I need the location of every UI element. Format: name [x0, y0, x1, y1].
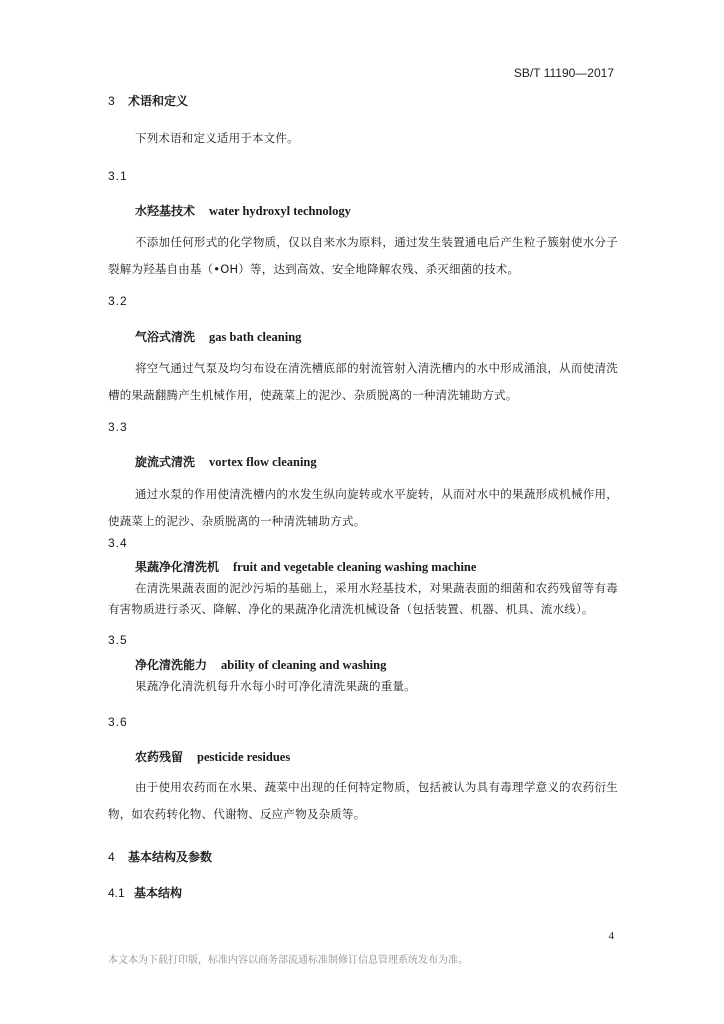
term-en: vortex flow cleaning [209, 455, 317, 469]
section-3-intro: 下列术语和定义适用于本文件。 [135, 131, 299, 145]
footer-notice: 本文本为下载打印版，标准内容以商务部流通标准制修订信息管理系统发布为准。 [108, 955, 468, 966]
term-heading [135, 202, 351, 219]
section-number: 4 [108, 850, 115, 864]
term-cn: 果蔬净化清洗机 [135, 560, 220, 574]
term-cn: 气浴式清洗 [135, 330, 196, 344]
term-definition: 不添加任何形式的化学物质，仅以自来水为原料，通过发生装置通电后产生粒子簇射使水分子裂解为羟基自由基（•OH）等，达到高效、安全地降解农残、杀灭细菌的技术。 [108, 235, 618, 276]
clause-number: 3.1 [108, 169, 128, 183]
term-heading [135, 328, 301, 345]
section-4-heading [108, 848, 212, 865]
term-definition: 将空气通过气泵及均匀布设在清洗槽底部的射流管射入清洗槽内的水中形成涌浪，从而使清洗槽的果蔬翻腾产生机械作用，使蔬菜上的泥沙、杂质脱离的一种清洗辅助方式。 [108, 361, 618, 402]
term-cn: 旋流式清洗 [135, 455, 196, 469]
section-number: 3 [108, 94, 115, 108]
term-en: water hydroxyl technology [209, 204, 351, 218]
term-heading [135, 748, 290, 765]
clause-number: 3.6 [108, 715, 128, 729]
section-title: 术语和定义 [128, 94, 189, 108]
term-heading [135, 656, 386, 673]
document-id: SB/T 11190—2017 [513, 66, 614, 80]
term-heading [135, 558, 476, 575]
term-definition: 在清洗果蔬表面的泥沙污垢的基础上，采用水羟基技术，对果蔬表面的细菌和农药残留等有毒有害物质进行杀灭、降解、净化的果蔬净化清洗机械设备（包括装置、机器、机具、流水线）。 [108, 581, 618, 616]
clause-number: 3.5 [108, 633, 128, 647]
term-cn: 水羟基技术 [135, 204, 196, 218]
section-title: 基本结构 [134, 886, 183, 900]
term-definition: 由于使用农药而在水果、蔬菜中出现的任何特定物质，包括被认为具有毒理学意义的农药衍生物，如农药转化物、代谢物、反应产物及杂质等。 [108, 780, 618, 821]
clause-number: 3.2 [108, 294, 128, 308]
term-cn: 农药残留 [135, 750, 184, 764]
clause-number: 3.3 [108, 420, 128, 434]
page-number: 4 [608, 930, 614, 942]
term-en: fruit and vegetable cleaning washing machine [233, 560, 477, 574]
term-en: gas bath cleaning [209, 330, 302, 344]
term-definition: 通过水泵的作用使清洗槽内的水发生纵向旋转或水平旋转，从而对水中的果蔬形成机械作用，使蔬菜上的泥沙、杂质脱离的一种清洗辅助方式。 [108, 487, 618, 528]
section-title: 基本结构及参数 [128, 850, 213, 864]
term-en: ability of cleaning and washing [221, 658, 387, 672]
section-4-1-heading [108, 884, 182, 901]
term-en: pesticide residues [197, 750, 291, 764]
section-number: 4.1 [108, 886, 125, 900]
term-heading [135, 453, 317, 470]
clause-number: 3.4 [108, 536, 128, 550]
term-cn: 净化清洗能力 [135, 658, 208, 672]
term-definition: 果蔬净化清洗机每升水每小时可净化清洗果蔬的重量。 [135, 679, 416, 693]
section-3-heading [108, 92, 188, 109]
